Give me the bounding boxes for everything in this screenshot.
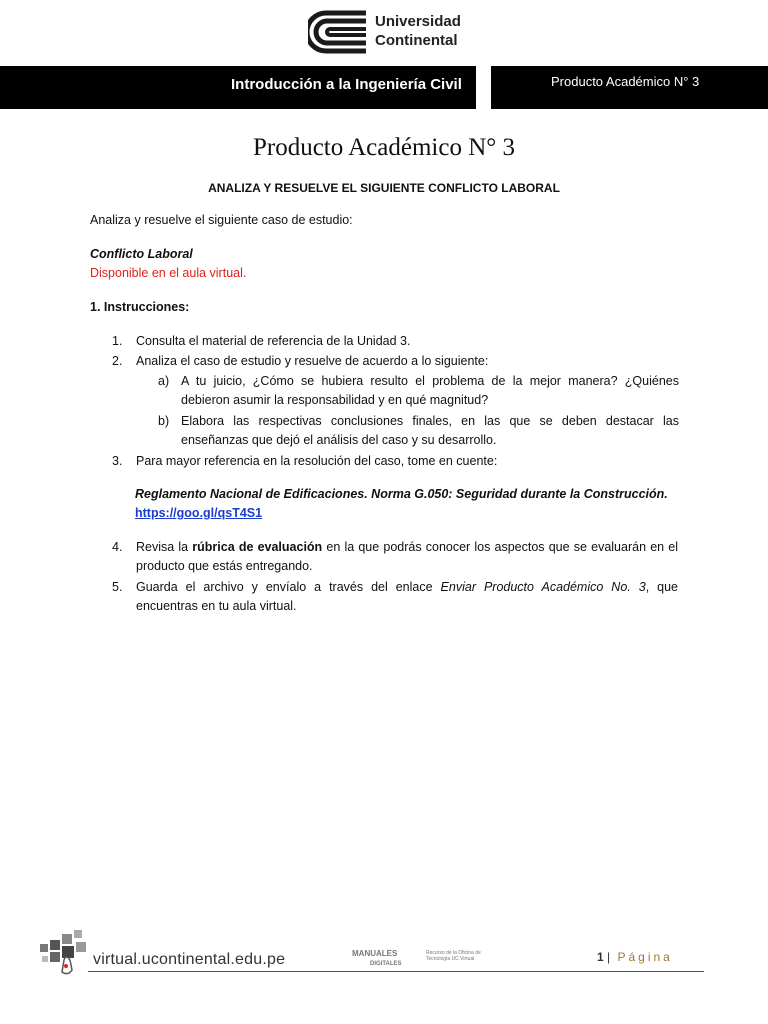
document-subtitle: ANALIZA Y RESUELVE EL SIGUIENTE CONFLICTO LABORAL <box>208 181 560 195</box>
document-title: Producto Académico N° 3 <box>252 134 516 161</box>
page-indicator: 1 | Página <box>597 950 673 964</box>
list-item-text: Guarda el archivo y envíalo a través del enlace <box>136 580 441 594</box>
digitales-label: DIGITALES <box>370 961 402 967</box>
availability-note: Disponible en el aula virtual. <box>90 266 247 280</box>
university-name-line1: Universidad <box>375 13 461 30</box>
footer-url[interactable]: virtual.ucontinental.edu.pe <box>93 951 286 968</box>
list-item-number: 4. <box>112 540 123 554</box>
list-item-number: 1. <box>112 334 123 348</box>
list-item: Analiza el caso de estudio y resuelve de acuerdo a lo siguiente: <box>136 354 489 368</box>
list-item: Para mayor referencia en la resolución del caso, tome en cuente: <box>136 454 498 468</box>
submission-link-name: Enviar Producto Académico No. 3 <box>440 580 646 594</box>
sub-item-letter: a) <box>158 374 170 388</box>
list-item-number: 3. <box>112 454 123 468</box>
list-item: Consulta el material de referencia de la Unidad 3. <box>136 334 411 348</box>
manuales-digitales-logo <box>352 949 402 967</box>
sub-item-letter: b) <box>158 414 170 428</box>
sub-item: Elabora las respectivas conclusiones finales, en las que se deben destacar las enseñanzas que dejó el análisis del caso y su desarrollo. <box>181 414 679 447</box>
product-label: Producto Académico N° 3 <box>551 74 700 89</box>
course-title: Introducción a la Ingeniería Civil <box>231 76 462 93</box>
intro-text: Analiza y resuelve el siguiente caso de estudio: <box>90 213 353 227</box>
sub-item: A tu juicio, ¿Cómo se hubiera resulto el problema de la mejor manera? ¿Quiénes debieron asumir la responsabilidad y en qué magnitud? <box>181 374 679 407</box>
page-word: Página <box>617 950 673 964</box>
list-item-text: Revisa la <box>136 540 193 554</box>
university-name <box>375 12 461 50</box>
list-item-number: 2. <box>112 354 123 368</box>
list-item-text: , que encuentras en tu aula virtual. <box>136 580 678 613</box>
manuales-label: MANUALES <box>352 949 398 958</box>
university-name-line2: Continental <box>375 32 458 49</box>
list-item-number: 5. <box>112 580 123 594</box>
manuales-note: Recurso de la Oficina de Tecnología UC Virtual <box>426 950 481 962</box>
reference-link[interactable]: https://goo.gl/qsT4S1 <box>135 506 263 520</box>
reference-citation: Reglamento Nacional de Edificaciones. Norma G.050: Seguridad durante la Construcción. <box>135 487 668 501</box>
page-number: 1 <box>597 950 604 964</box>
section-heading: 1. Instrucciones: <box>90 300 190 314</box>
footer-divider <box>88 971 704 972</box>
list-item <box>136 538 678 576</box>
list-item-text: en la que podrás conocer los aspectos que se evaluarán en el producto que estás entregando. <box>136 540 678 573</box>
footer-pixel-hand-icon <box>38 928 90 978</box>
case-title: Conflicto Laboral <box>90 247 193 261</box>
list-item <box>136 578 678 616</box>
rubric-emphasis: rúbrica de evaluación <box>192 540 323 554</box>
